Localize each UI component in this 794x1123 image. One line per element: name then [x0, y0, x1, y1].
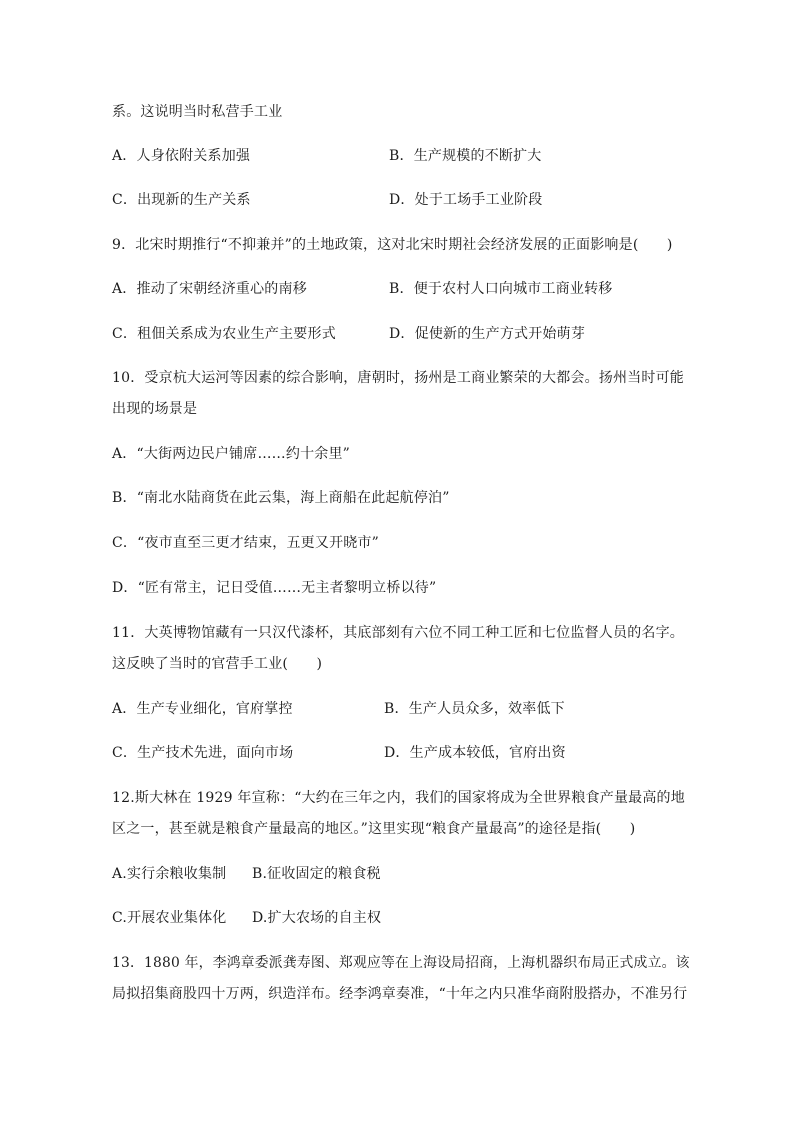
- q10-option-a: A．“大街两边民户铺席……约十余里”: [112, 446, 351, 462]
- q8-option-b: B．生产规模的不断扩大: [389, 148, 542, 164]
- q11-option-d: D．生产成本较低，官府出资: [384, 745, 566, 761]
- q8-stem-tail: 系。这说明当时私营手工业: [112, 104, 283, 120]
- q8-option-d: D．处于工场手工业阶段: [389, 192, 543, 208]
- q10-option-c: C．“夜市直至三更才结束，五更又开晓市”: [112, 535, 380, 551]
- q12-option-a: A.实行余粮收集制: [112, 866, 227, 882]
- q9-stem: 9．北宋时期推行“不抑兼并”的土地政策，这对北宋时期社会经济发展的正面影响是( ): [112, 237, 673, 253]
- q12-option-b: B.征收固定的粮食税: [252, 866, 381, 882]
- q12-stem-line1: 12.斯大林在 1929 年宣称：“大约在三年之内，我们的国家将成为全世界粮食产量最高的地: [112, 790, 685, 806]
- q12-option-d: D.扩大农场的自主权: [252, 910, 382, 926]
- q8-option-c: C．出现新的生产关系: [112, 192, 251, 208]
- q9-option-d: D．促使新的生产方式开始萌芽: [389, 326, 586, 342]
- q11-option-a: A．生产专业细化，官府掌控: [112, 701, 293, 717]
- q11-option-c: C．生产技术先进，面向市场: [112, 745, 294, 761]
- q11-stem-line2: 这反映了当时的官营手工业( ): [112, 656, 323, 672]
- q8-option-a: A．人身依附关系加强: [112, 148, 251, 164]
- q10-option-b: B．“南北水陆商货在此云集，海上商船在此起航停泊”: [112, 490, 450, 506]
- q9-option-c: C．租佃关系成为农业生产主要形式: [112, 326, 336, 342]
- q9-option-b: B．便于农村人口向城市工商业转移: [389, 281, 613, 297]
- q11-option-b: B．生产人员众多，效率低下: [384, 701, 565, 717]
- q13-stem-line2: 局拟招集商股四十万两，织造洋布。经李鸿章奏准，“十年之内只准华商附股搭办，不准另行: [112, 986, 688, 1002]
- q12-stem-line2: 区之一，甚至就是粮食产量最高的地区。”这里实现“粮食产量最高”的途径是指( ): [112, 821, 636, 837]
- q10-stem-line1: 10．受京杭大运河等因素的综合影响，唐朝时，扬州是工商业繁荣的大都会。扬州当时可能: [112, 370, 685, 386]
- q10-option-d: D．“匠有常主，记日受值……无主者黎明立桥以待”: [112, 580, 437, 596]
- q9-option-a: A．推动了宋朝经济重心的南移: [112, 281, 307, 297]
- q11-stem-line1: 11．大英博物馆藏有一只汉代漆杯，其底部刻有六位不同工种工匠和七位监督人员的名字。: [112, 625, 685, 641]
- q13-stem-line1: 13．1880 年，李鸿章委派龚寿图、郑观应等在上海设局招商，上海机器织布局正式成立。该: [112, 955, 690, 971]
- q12-option-c: C.开展农业集体化: [112, 910, 227, 926]
- q10-stem-line2: 出现的场景是: [112, 401, 198, 417]
